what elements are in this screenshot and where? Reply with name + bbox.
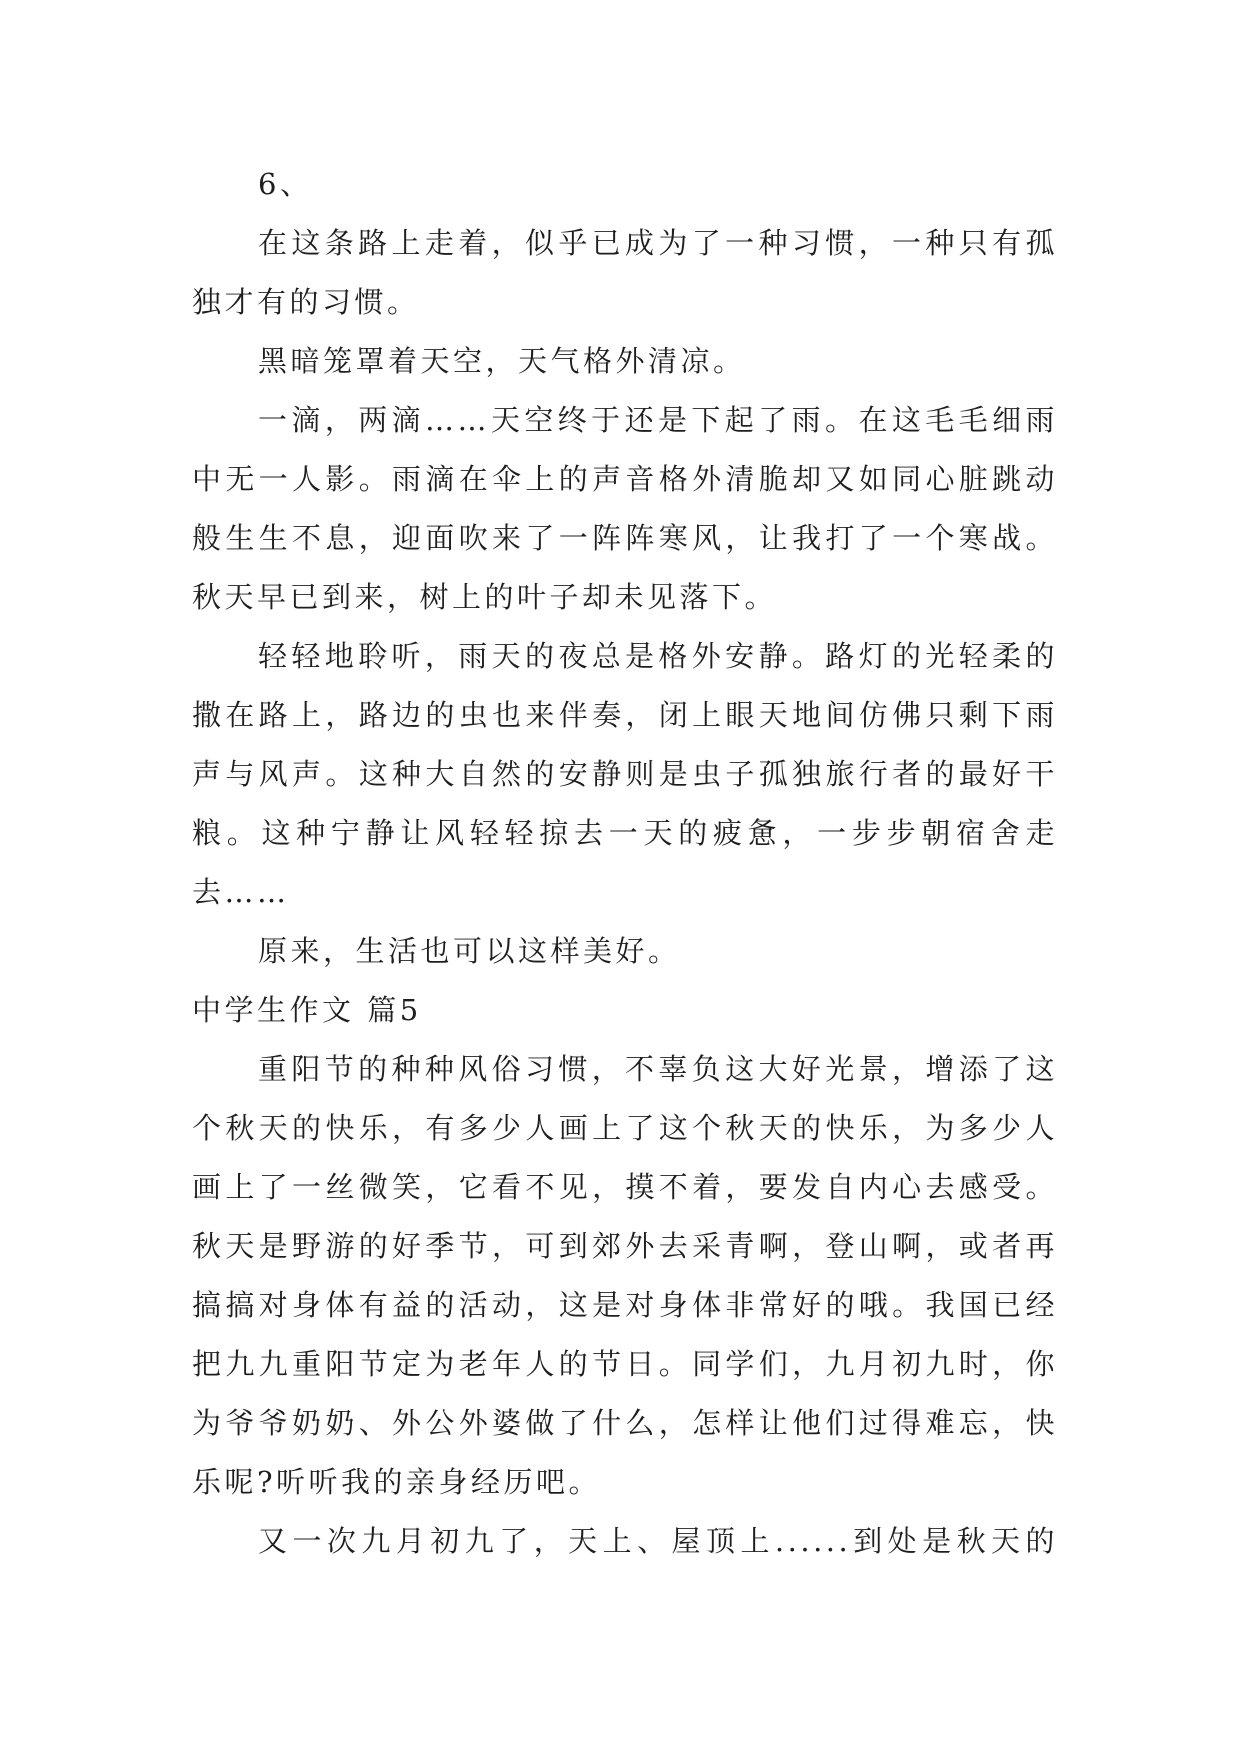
text-line: 去……: [192, 875, 290, 909]
text-line: 般生生不息，迎面吹来了一阵阵寒风，让我打了一个寒战。: [192, 521, 1058, 555]
paragraph: [192, 1040, 1058, 1512]
text-line: 原来，生活也可以这样美好。: [258, 934, 681, 968]
text-line: 独才有的习惯。: [192, 285, 420, 319]
text-body: [192, 155, 1058, 1571]
text-line: 搞搞对身体有益的活动，这是对身体非常好的哦。我国已经: [192, 1288, 1058, 1322]
paragraph: [192, 627, 1058, 922]
text-line: 黑暗笼罩着天空，天气格外清凉。: [258, 344, 746, 378]
paragraph: [192, 922, 1058, 981]
text-line: 粮。这种宁静让风轻轻掠去一天的疲惫，一步步朝宿舍走: [192, 816, 1058, 850]
text-line: 又一次九月初九了，天上、屋顶上......到处是秋天的: [258, 1524, 1058, 1558]
text-line: 秋天是野游的好季节，可到郊外去采青啊，登山啊，或者再: [192, 1229, 1058, 1263]
text-line: 乐呢?听听我的亲身经历吧。: [192, 1465, 602, 1499]
text-line: 中无一人影。雨滴在伞上的声音格外清脆却又如同心脏跳动: [192, 462, 1058, 496]
section-heading-block: [192, 981, 1058, 1040]
text-line: 撒在路上，路边的虫也来伴奏，闭上眼天地间仿佛只剩下雨: [192, 698, 1058, 732]
paragraph: [192, 155, 1058, 214]
paragraph: [192, 1512, 1058, 1571]
paragraph: [192, 214, 1058, 332]
text-line: 画上了一丝微笑，它看不见，摸不着，要发自内心去感受。: [192, 1170, 1058, 1204]
text-line: 声与风声。这种大自然的安静则是虫子孤独旅行者的最好干: [192, 757, 1058, 791]
text-line: 在这条路上走着，似乎已成为了一种习惯，一种只有孤: [258, 226, 1058, 260]
paragraph: [192, 332, 1058, 391]
text-line: 为爷爷奶奶、外公外婆做了什么，怎样让他们过得难忘，快: [192, 1406, 1058, 1440]
text-line: 把九九重阳节定为老年人的节日。同学们，九月初九时，你: [192, 1347, 1058, 1381]
text-line: 个秋天的快乐，有多少人画上了这个秋天的快乐，为多少人: [192, 1111, 1058, 1145]
section-heading: 中学生作文 篇5: [192, 993, 422, 1027]
text-line: 轻轻地聆听，雨天的夜总是格外安静。路灯的光轻柔的: [258, 639, 1058, 673]
text-line: 6、: [258, 167, 313, 201]
text-line: 秋天早已到来，树上的叶子却未见落下。: [192, 580, 778, 614]
text-line: 重阳节的种种风俗习惯，不辜负这大好光景，增添了这: [258, 1052, 1058, 1086]
text-line: 一滴，两滴……天空终于还是下起了雨。在这毛毛细雨: [258, 403, 1058, 437]
paragraph: [192, 391, 1058, 627]
